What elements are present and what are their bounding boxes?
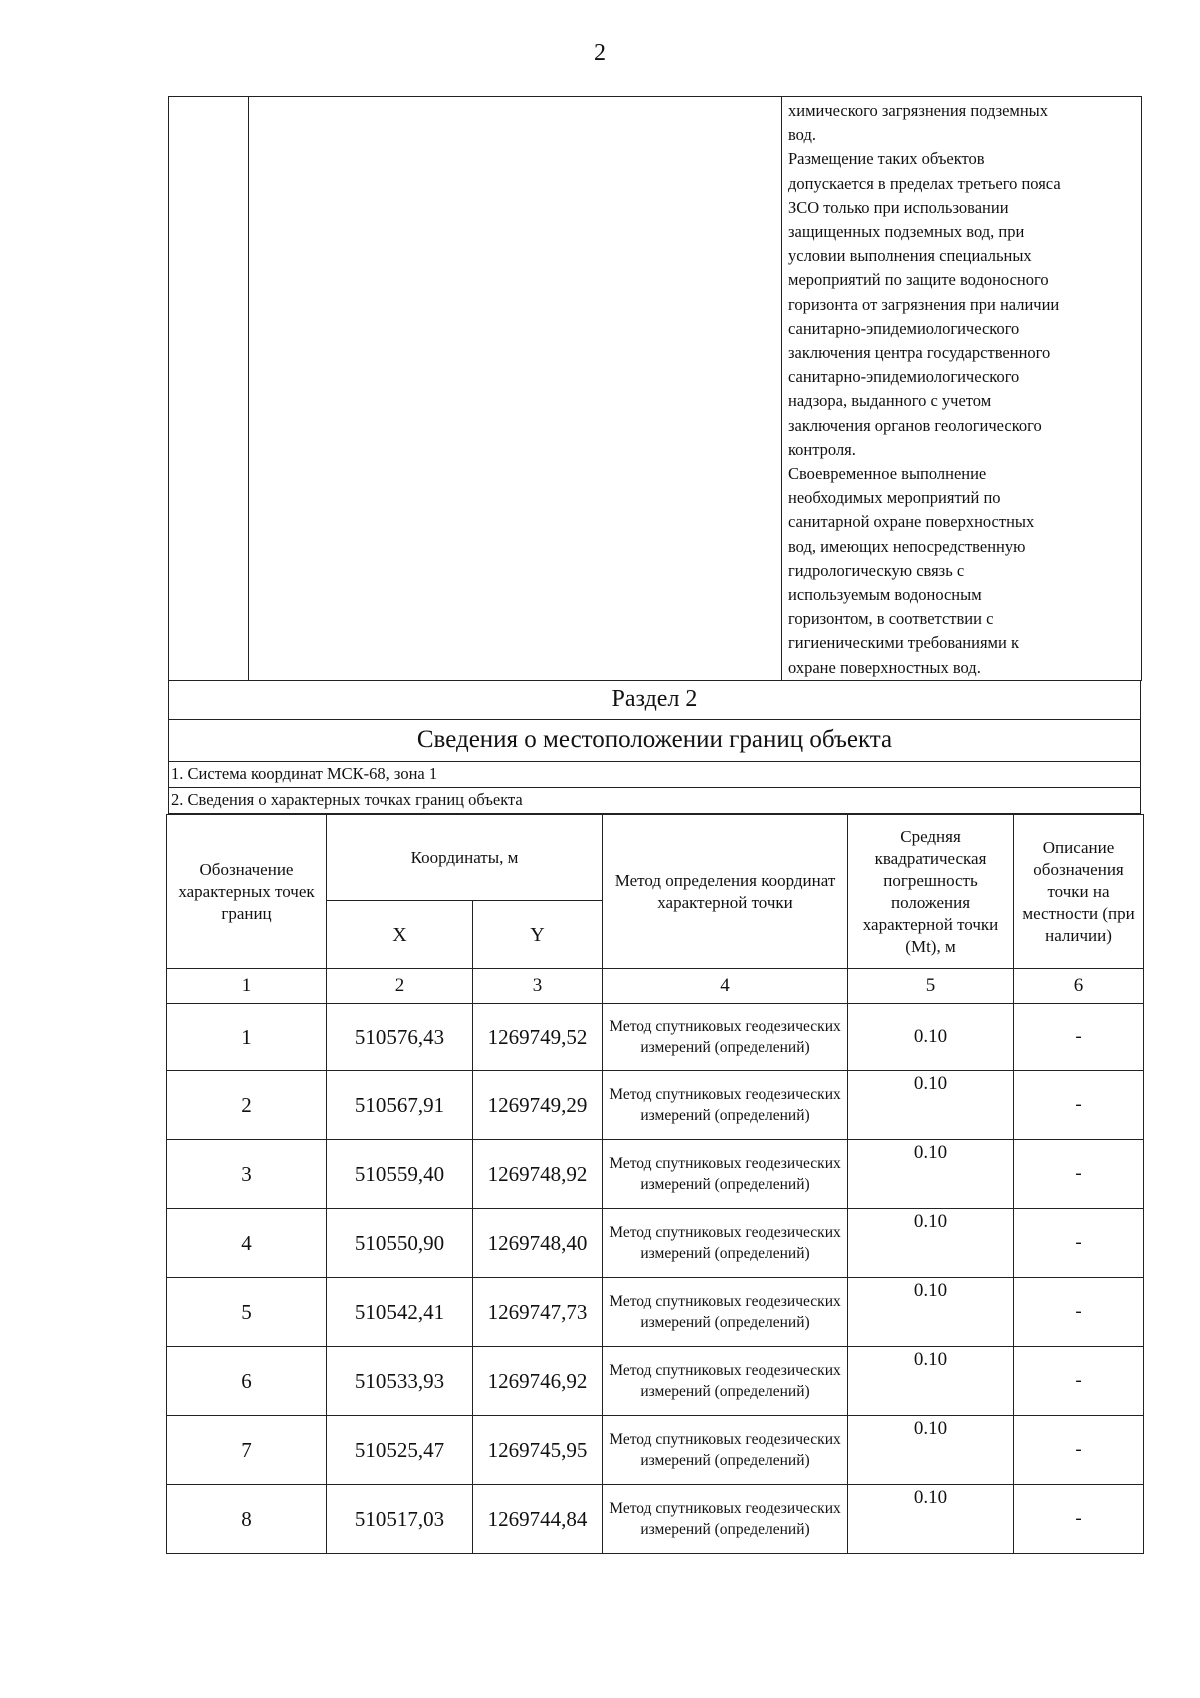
column-number: 1 xyxy=(167,969,327,1004)
y-coordinate: 1269749,29 xyxy=(473,1071,603,1140)
table-row xyxy=(167,1004,1144,1071)
section-title: Раздел 2 xyxy=(168,680,1141,720)
error-value: 0.10 xyxy=(848,1416,1014,1485)
x-coordinate: 510567,91 xyxy=(327,1071,473,1140)
coordinate-system-line: 1. Система координат МСК-68, зона 1 xyxy=(168,762,1141,788)
description: - xyxy=(1014,1485,1144,1554)
point-id: 4 xyxy=(167,1209,327,1278)
section-subtitle: Сведения о местоположении границ объекта xyxy=(168,720,1141,762)
point-id: 3 xyxy=(167,1140,327,1209)
column-number: 6 xyxy=(1014,969,1144,1004)
header-description: Описание обозначения точки на местности (при наличии) xyxy=(1014,815,1144,969)
page-number: 2 xyxy=(594,40,606,66)
error-value: 0.10 xyxy=(848,1485,1014,1554)
table-row xyxy=(167,1416,1144,1485)
x-coordinate: 510576,43 xyxy=(327,1004,473,1071)
x-coordinate: 510550,90 xyxy=(327,1209,473,1278)
table-row xyxy=(167,1071,1144,1140)
description: - xyxy=(1014,1140,1144,1209)
y-coordinate: 1269748,92 xyxy=(473,1140,603,1209)
method: Метод спутниковых геодезических измерений (определений) xyxy=(603,1278,848,1347)
empty-cell-name xyxy=(249,97,782,681)
y-coordinate: 1269748,40 xyxy=(473,1209,603,1278)
error-value: 0.10 xyxy=(848,1347,1014,1416)
method: Метод спутниковых геодезических измерений (определений) xyxy=(603,1209,848,1278)
y-coordinate: 1269744,84 xyxy=(473,1485,603,1554)
header-coordinates: Координаты, м xyxy=(327,815,603,901)
point-id: 1 xyxy=(167,1004,327,1071)
description: - xyxy=(1014,1004,1144,1071)
column-numbers-row xyxy=(167,969,1144,1004)
boundary-points-table xyxy=(166,814,1144,1554)
error-value: 0.10 xyxy=(848,1209,1014,1278)
description: - xyxy=(1014,1071,1144,1140)
column-number: 2 xyxy=(327,969,473,1004)
table-row xyxy=(167,1140,1144,1209)
method: Метод спутниковых геодезических измерений (определений) xyxy=(603,1071,848,1140)
method: Метод спутниковых геодезических измерений (определений) xyxy=(603,1004,848,1071)
column-number: 3 xyxy=(473,969,603,1004)
header-method: Метод определения координат характерной точки xyxy=(603,815,848,969)
continued-restrictions-table xyxy=(168,96,1142,681)
y-coordinate: 1269749,52 xyxy=(473,1004,603,1071)
error-value: 0.10 xyxy=(848,1140,1014,1209)
header-error: Средняя квадратическая погрешность положения характерной точки (Mt), м xyxy=(848,815,1014,969)
table-row xyxy=(167,1278,1144,1347)
empty-cell-number xyxy=(169,97,249,681)
y-coordinate: 1269745,95 xyxy=(473,1416,603,1485)
header-x: X xyxy=(327,901,473,969)
method: Метод спутниковых геодезических измерений (определений) xyxy=(603,1140,848,1209)
points-title-line: 2. Сведения о характерных точках границ объекта xyxy=(168,788,1141,814)
error-value: 0.10 xyxy=(848,1278,1014,1347)
error-value: 0.10 xyxy=(848,1004,1014,1071)
y-coordinate: 1269746,92 xyxy=(473,1347,603,1416)
description: - xyxy=(1014,1416,1144,1485)
y-coordinate: 1269747,73 xyxy=(473,1278,603,1347)
x-coordinate: 510542,41 xyxy=(327,1278,473,1347)
table-row xyxy=(167,1485,1144,1554)
column-number: 4 xyxy=(603,969,848,1004)
point-id: 8 xyxy=(167,1485,327,1554)
restriction-text: химического загрязнения подземных вод. Размещение таких объектов допускается в пределах третьего пояса ЗСО только при использовании защищенных подземных вод, при условии выполнения специальных мероприятий по защите водоносного горизонта от загрязнения при наличии санитарно-эпидемиологического заключения центра государственного санитарно-эпидемиологического надзора, выданного с учетом заключения органов геологического контроля. Своевременное выполнение необходимых мероприятий по санитарной охране поверхностных вод, имеющих непосредственную гидрологическую связь с используемым водоносным горизонтом, в соответствии с гигиеническими требованиями к охране поверхностных вод. xyxy=(788,101,1061,677)
description: - xyxy=(1014,1278,1144,1347)
header-y: Y xyxy=(473,901,603,969)
point-id: 7 xyxy=(167,1416,327,1485)
method: Метод спутниковых геодезических измерений (определений) xyxy=(603,1416,848,1485)
x-coordinate: 510559,40 xyxy=(327,1140,473,1209)
point-id: 6 xyxy=(167,1347,327,1416)
x-coordinate: 510517,03 xyxy=(327,1485,473,1554)
x-coordinate: 510525,47 xyxy=(327,1416,473,1485)
method: Метод спутниковых геодезических измерений (определений) xyxy=(603,1485,848,1554)
method: Метод спутниковых геодезических измерений (определений) xyxy=(603,1347,848,1416)
error-value: 0.10 xyxy=(848,1071,1014,1140)
table-row xyxy=(167,1209,1144,1278)
description: - xyxy=(1014,1347,1144,1416)
point-id: 2 xyxy=(167,1071,327,1140)
restriction-text-cell xyxy=(782,97,1142,681)
description: - xyxy=(1014,1209,1144,1278)
header-designation: Обозначение характерных точек границ xyxy=(167,815,327,969)
table-row xyxy=(167,1347,1144,1416)
column-number: 5 xyxy=(848,969,1014,1004)
point-id: 5 xyxy=(167,1278,327,1347)
x-coordinate: 510533,93 xyxy=(327,1347,473,1416)
